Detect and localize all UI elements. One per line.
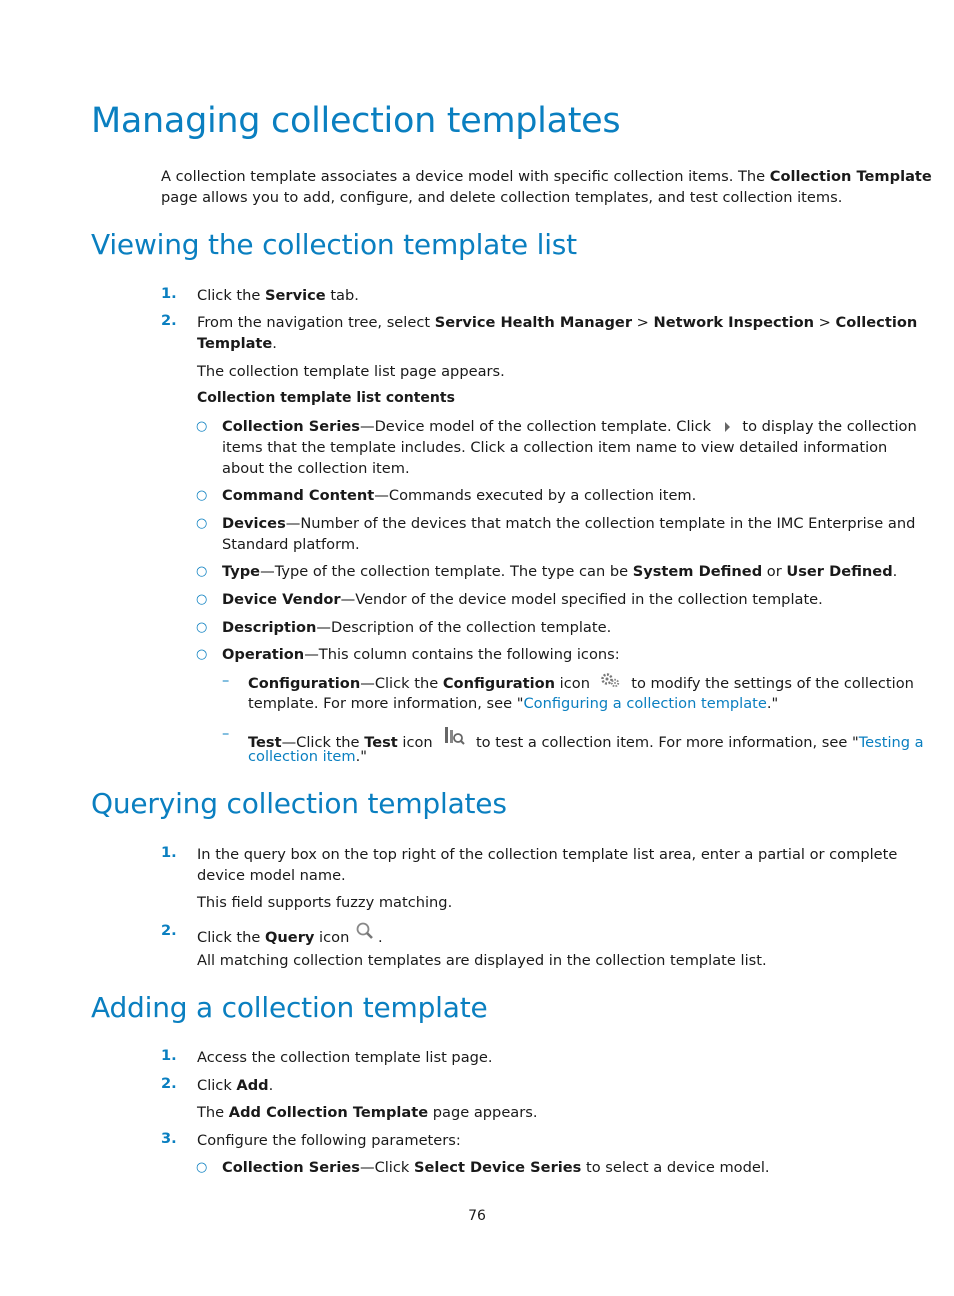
heading-viewing: Viewing the collection template list (91, 228, 577, 261)
bullet-device-vendor: Device Vendor—Vendor of the device model specified in the collection template. (222, 591, 823, 608)
bullet-operation: Operation—This column contains the following icons: (222, 646, 620, 663)
test-collection-icon (437, 725, 471, 749)
step-number: 1. (161, 1047, 177, 1064)
testing-item-link[interactable]: Testing a (858, 734, 924, 751)
step-text-cont: Template. (197, 335, 277, 352)
step-text-cont: device model name. (197, 867, 346, 884)
expand-arrow-icon (716, 420, 738, 434)
step-number: 1. (161, 844, 177, 861)
bullet-devices: Devices—Number of the devices that match the collection template in the IMC Enterprise and (222, 515, 916, 532)
bullet-collection-series: Collection Series—Device model of the collection template. Click to display the collection (222, 418, 917, 435)
sub-bullet-text-cont: template. For more information, see "Configuring a collection template." (248, 695, 779, 712)
step-text: Click the Query icon . (197, 922, 383, 948)
dash-marker: – (222, 672, 230, 689)
configuration-gear-icon (595, 672, 627, 690)
step-text: Access the collection template list page. (197, 1049, 493, 1066)
step-text: Click Add. (197, 1077, 274, 1094)
page-number: 76 (468, 1208, 486, 1224)
query-magnifier-icon (354, 922, 378, 942)
bullet-type: Type—Type of the collection template. The type can be System Defined or User Defined. (222, 563, 898, 580)
result-text: This field supports fuzzy matching. (197, 894, 453, 911)
bullet-marker: ○ (196, 516, 208, 531)
step-number: 2. (161, 312, 177, 329)
heading-querying: Querying collection templates (91, 787, 507, 820)
step-text: Configure the following parameters: (197, 1132, 461, 1149)
step-number: 2. (161, 922, 177, 939)
step-number: 1. (161, 285, 177, 302)
step-text: In the query box on the top right of the collection template list area, enter a partial or complete (197, 846, 898, 863)
configuring-template-link[interactable]: Configuring a collection template (523, 695, 767, 712)
result-text: The Add Collection Template page appears. (197, 1104, 538, 1121)
intro-line-2: page allows you to add, configure, and delete collection templates, and test collection items. (161, 189, 843, 206)
bullet-marker: ○ (196, 564, 208, 579)
intro-line-1: A collection template associates a device model with specific collection items. The Collection Template (161, 168, 932, 185)
testing-item-link-cont[interactable]: collection item (248, 748, 356, 765)
contents-label: Collection template list contents (197, 390, 455, 406)
bullet-marker: ○ (196, 592, 208, 607)
bullet-add-collection-series: Collection Series—Click Select Device Series to select a device model. (222, 1159, 770, 1176)
bullet-marker: ○ (196, 647, 208, 662)
step-number: 2. (161, 1075, 177, 1092)
bullet-marker: ○ (196, 620, 208, 635)
bullet-text-cont: about the collection item. (222, 460, 410, 477)
step-number: 3. (161, 1130, 177, 1147)
bullet-marker: ○ (196, 419, 208, 434)
result-text: All matching collection templates are displayed in the collection template list. (197, 952, 767, 969)
bullet-text-cont: Standard platform. (222, 536, 360, 553)
result-text: The collection template list page appears. (197, 363, 505, 380)
bullet-marker: ○ (196, 1160, 208, 1175)
bullet-marker: ○ (196, 488, 208, 503)
sub-bullet-configuration: Configuration—Click the Configuration icon to modify the settings of the collection (248, 672, 914, 694)
step-text: Click the Service tab. (197, 287, 359, 304)
bullet-command-content: Command Content—Commands executed by a collection item. (222, 487, 697, 504)
sub-bullet-text-cont: collection item." (248, 748, 367, 765)
sub-bullet-test: Test—Click the Test icon to test a collection item. For more information, see "Testing a (248, 725, 924, 753)
dash-marker: – (222, 725, 230, 742)
heading-adding: Adding a collection template (91, 991, 488, 1024)
bullet-description: Description—Description of the collection template. (222, 619, 612, 636)
bullet-text-cont: items that the template includes. Click a collection item name to view detailed information (222, 439, 888, 456)
page-title: Managing collection templates (91, 101, 621, 141)
step-text: From the navigation tree, select Service Health Manager > Network Inspection > Collection (197, 314, 918, 331)
